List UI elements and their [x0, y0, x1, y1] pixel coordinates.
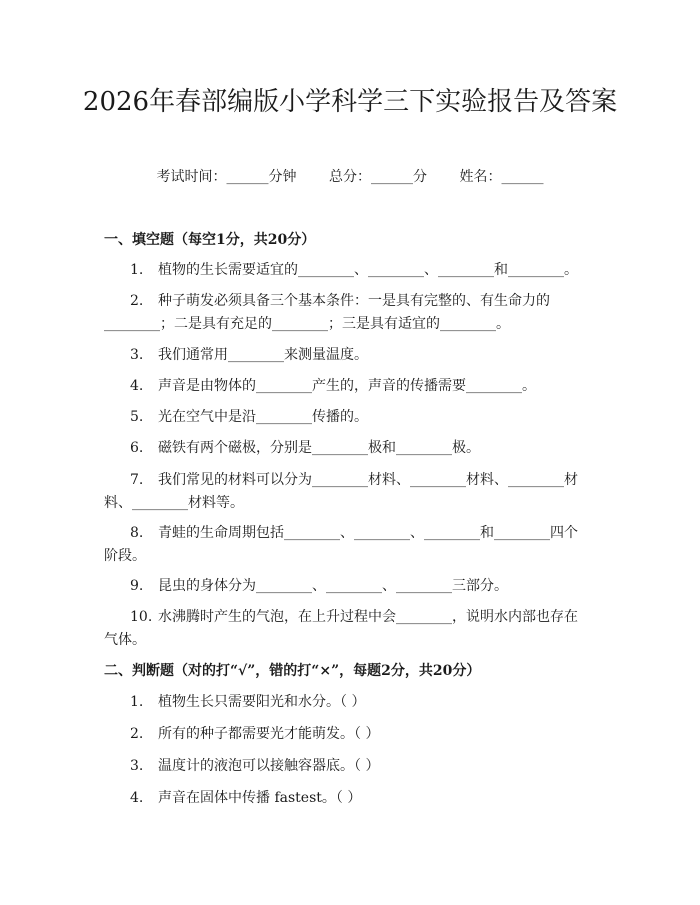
question-text: 水沸腾时产生的气泡，在上升过程中会________，说明水内部也存在气体。 — [104, 609, 578, 648]
question-number: 1. — [130, 262, 144, 278]
question-text: 光在空气中是沿________传播的。 — [158, 409, 368, 425]
question-text: 种子萌发必须具备三个基本条件：一是具有完整的、有生命力的________；二是具有充足的________；三是具有适宜的________。 — [104, 293, 550, 332]
question-number: 10. — [130, 609, 153, 625]
question-number: 9. — [130, 578, 144, 594]
question-text: 声音在固体中传播 fastest。（ ） — [158, 790, 362, 806]
question-text: 植物的生长需要适宜的________、________、________和________。 — [158, 262, 578, 278]
question-text: 声音是由物体的________产生的，声音的传播需要________。 — [158, 378, 536, 394]
question-number: 4. — [130, 790, 144, 806]
question-text: 我们通常用________来测量温度。 — [158, 347, 368, 363]
question-item — [104, 575, 590, 598]
question-text: 我们常见的材料可以分为________材料、________材料、________材料、________材料等。 — [104, 472, 578, 511]
question-item — [104, 606, 590, 652]
document-title: 2026年春部编版小学科学三下实验报告及答案 — [82, 87, 618, 117]
question-item — [104, 259, 590, 282]
question-item — [104, 723, 590, 746]
total-score: 总分：______分 — [329, 169, 427, 185]
question-number: 4. — [130, 378, 144, 394]
question-number: 1. — [130, 694, 144, 710]
exam-time: 考试时间：______分钟 — [156, 169, 297, 185]
question-text: 青蛙的生命周期包括________、________、________和________四个阶段。 — [104, 525, 578, 564]
student-name: 姓名：______ — [459, 169, 544, 185]
question-item — [104, 755, 590, 778]
question-item — [104, 290, 590, 336]
question-number: 2. — [130, 726, 144, 742]
question-number: 8. — [130, 525, 144, 541]
question-number: 6. — [130, 440, 144, 456]
question-item — [104, 437, 590, 460]
question-number: 5. — [130, 409, 144, 425]
question-text: 植物生长只需要阳光和水分。（ ） — [158, 694, 366, 710]
question-item — [104, 344, 590, 367]
section-heading-fill-blank: 一、填空题（每空1分，共20分） — [104, 232, 316, 248]
question-text: 所有的种子都需要光才能萌发。（ ） — [158, 726, 380, 742]
question-number: 3. — [130, 758, 144, 774]
question-number: 3. — [130, 347, 144, 363]
question-item — [104, 406, 590, 429]
question-text: 温度计的液泡可以接触容器底。（ ） — [158, 758, 380, 774]
question-item — [104, 522, 590, 568]
question-number: 7. — [130, 472, 144, 488]
question-text: 磁铁有两个磁极，分别是________极和________极。 — [158, 440, 480, 456]
exam-meta — [0, 166, 700, 188]
question-item — [104, 691, 590, 714]
question-item — [104, 375, 590, 398]
question-number: 2. — [130, 293, 144, 309]
question-item — [104, 469, 590, 515]
question-text: 昆虫的身体分为________、________、________三部分。 — [158, 578, 508, 594]
section-heading-true-false: 二、判断题（对的打“√”，错的打“×”，每题2分，共20分） — [104, 663, 481, 679]
question-item — [104, 787, 590, 810]
